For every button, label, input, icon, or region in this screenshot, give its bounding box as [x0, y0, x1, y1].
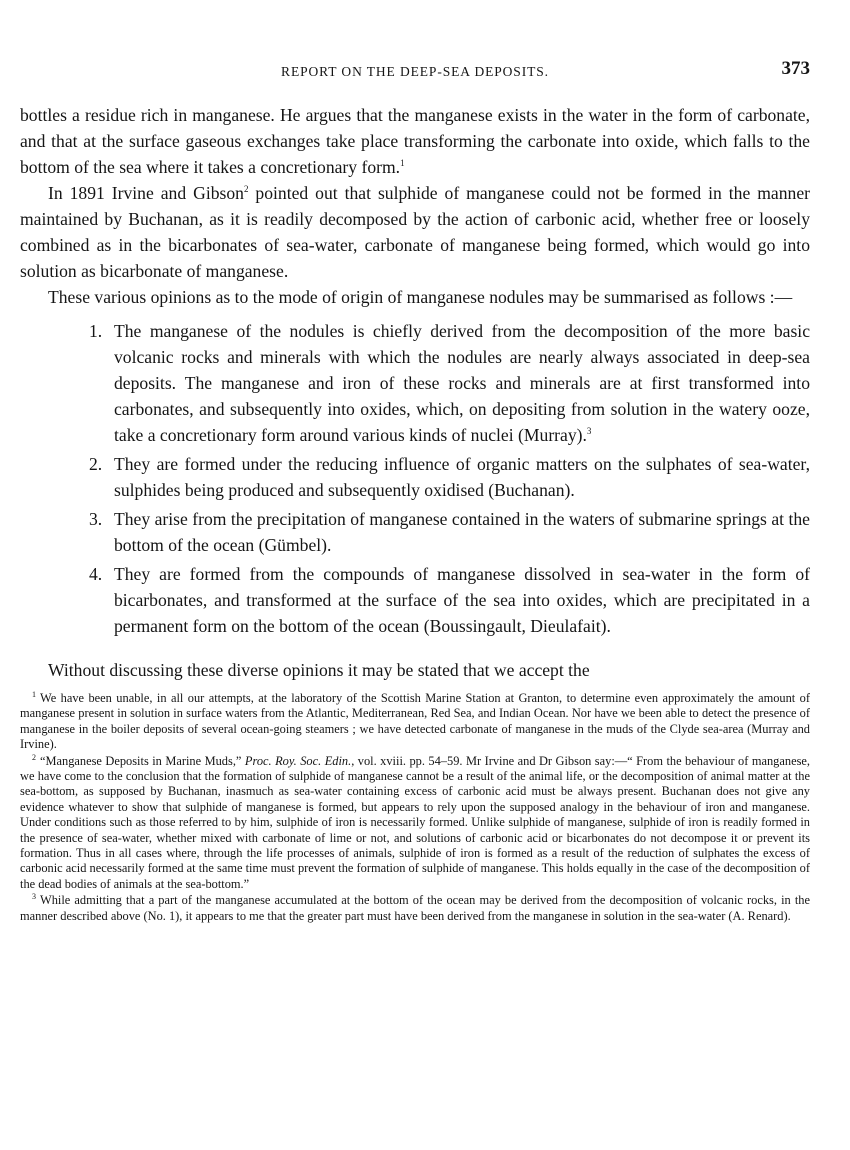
paragraph-text: bottles a residue rich in manganese. He argues that the manganese exists in the water in the form of carbonate, and that at the surface gaseous exchanges take place transforming the carbonate into oxide, which falls to the bottom of the sea where it takes a concretionary form.	[20, 105, 810, 177]
list-item	[20, 506, 810, 558]
footnote-text: , vol. xviii. pp. 54–59. Mr Irvine and Dr Gibson say:—“ From the behaviour of manganese, we have come to the conclusion that the formation of sulphide of manganese cannot be a result of the animal life, or the decomposition of animal matter at the sea-bottom, as supposed by Buchanan, inasmuch as sea-water containing excess of carbonic acid must be always present. Buchanan does not give any evidence whatever to show that sulphide of manganese is formed, but appears to rely upon the supposed analogy in the behaviour of iron and manganese. Under conditions such as those referred to by him, sulphide of iron is necessarily formed. Unlike sulphide of manganese, sulphide of iron is readily formed in the presence of sea-water, whether mixed with carbonate of lime or not, and solutions of carbonic acid or bicarbonates do not decompose it or prevent its formation. Thus in all cases where, through the life processes of animals, sulphide of iron is formed as a result of the reduction of sulphates the excess of carbonic acid necessarily formed at the same time must prevent the formation of sulphide of manganese. This holds equally in the case of the decomposition of the dead bodies of animals at the sea-bottom.”	[20, 753, 810, 891]
paragraph-text: pointed out that sulphide of manganese could not be formed in the manner maintained by Buchanan, as it is readily decomposed by the action of carbonic acid, whether free or loosely combined as in the bicarbonates of sea-water, carbonate of manganese being formed, which would go into solution as bicarbonate of manganese.	[20, 183, 810, 281]
paragraph-summary-intro: These various opinions as to the mode of origin of manganese nodules may be summarised as follows :—	[48, 287, 793, 307]
document-page	[20, 58, 810, 925]
paragraph-irvine-gibson	[20, 180, 810, 284]
footnote-2	[20, 754, 810, 893]
footnote-citation-title: “Manganese Deposits in Marine Muds,”	[40, 753, 245, 768]
list-item-number: 2.	[89, 454, 103, 474]
footnotes	[20, 691, 810, 924]
list-item-number: 3.	[89, 509, 103, 529]
footnote-mark: 2	[32, 752, 36, 762]
footnote-text: While admitting that a part of the manganese accumulated at the bottom of the ocean may be derived from the decomposition of volcanic rocks, in the manner described above (No. 1), it appears to me that the greater part must have been derived from the manganese in solution in the sea-water (A. Renard).	[20, 893, 810, 923]
paragraph-text: In 1891 Irvine and Gibson	[48, 183, 244, 203]
page-number: 373	[781, 58, 810, 79]
list-item-text: The manganese of the nodules is chiefly derived from the decomposition of the more basic volcanic rocks and minerals with which the nodules are nearly always associated in deep-sea deposits. The manganese and iron of these rocks and minerals are at first transformed into carbonates, and subsequently into oxides, which, on depositing from solution in the watery ooze, take a concretionary form around various kinds of nuclei (Murray).	[114, 321, 810, 445]
footnote-mark: 3	[32, 892, 36, 902]
list-item-text: They are formed from the compounds of manganese dissolved in sea-water in the form of bicarbonates, and transformed at the surface of the sea into oxides, which are precipitated in a permanent form on the bottom of the ocean (Boussingault, Dieulafait).	[114, 564, 810, 636]
footnote-mark: 1	[32, 689, 36, 699]
footnote-text: We have been unable, in all our attempts, at the laboratory of the Scottish Marine Station at Granton, to determine even approximately the amount of manganese present in solution in surface waters from the Atlantic, Mediterranean, Red Sea, and Indian Ocean. Nor have we been able to detect the presence of manganese in the boiler deposits of several ocean-going steamers ; we have detected carbonate of manganese in the muds of the Clyde sea-area (Murray and Irvine).	[20, 691, 810, 752]
list-item-number: 4.	[89, 564, 103, 584]
list-item	[20, 561, 810, 639]
footnote-ref[interactable]: 1	[400, 158, 405, 169]
list-item	[20, 451, 810, 503]
running-title: REPORT ON THE DEEP-SEA DEPOSITS.	[281, 64, 549, 79]
footnote-3	[20, 893, 810, 924]
list-item-text: They are formed under the reducing influence of organic matters on the sulphates of sea-water, sulphides being produced and subsequently oxidised (Buchanan).	[114, 454, 810, 500]
list-item-number: 1.	[89, 321, 103, 341]
footnote-journal: Proc. Roy. Soc. Edin.	[244, 753, 352, 768]
footnote-ref[interactable]: 2	[243, 184, 249, 195]
opinions-list	[20, 318, 810, 639]
list-item-text: They arise from the precipitation of manganese contained in the waters of submarine springs at the bottom of the ocean (Gümbel).	[114, 509, 810, 555]
paragraph-continuation	[20, 102, 810, 180]
footnote-ref[interactable]: 3	[586, 426, 592, 437]
paragraph-closing: Without discussing these diverse opinions it may be stated that we accept the	[48, 660, 590, 680]
footnote-1	[20, 691, 810, 753]
running-header	[20, 58, 810, 90]
list-item	[20, 318, 810, 448]
